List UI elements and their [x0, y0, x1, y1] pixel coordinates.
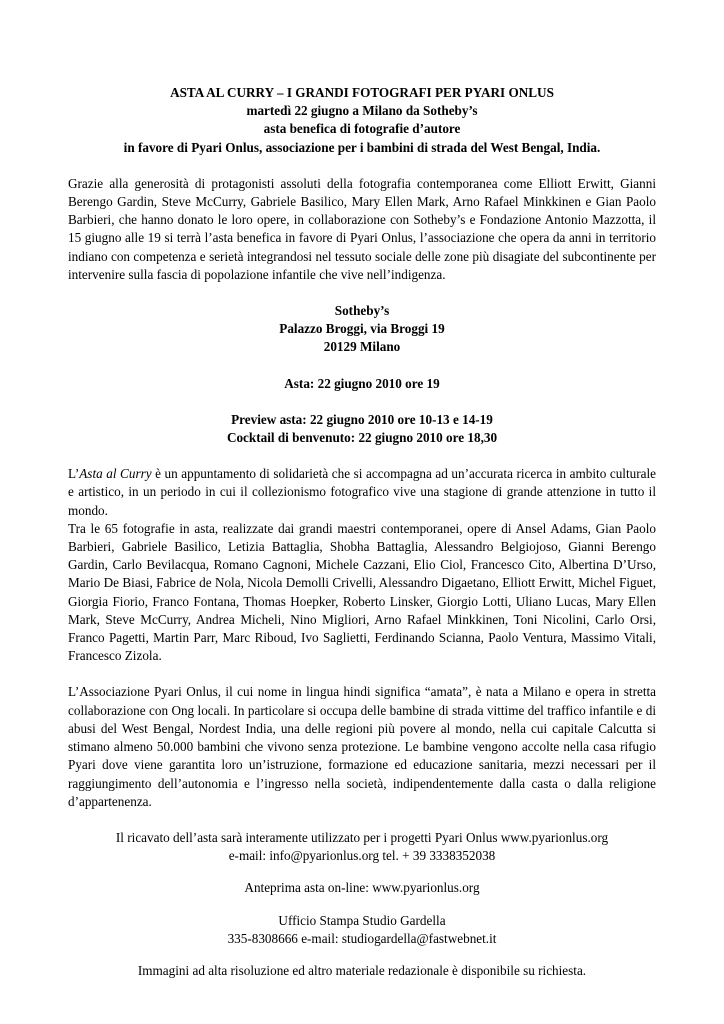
intro-paragraph: Grazie alla generosità di protagonisti assoluti della fotografia contemporanea come Elliott Erwitt, Gianni Berengo Gardin, Steve McCurry, Gabriele Basilico, Mary Ellen Mark, Arno Rafael Minkkinen e Gian Paolo Barbieri, che hanno donato le loro opere, in collaborazione con Sotheby’s e Fondazione Antonio Mazzotta, il 15 giugno alle 19 si terrà l’asta benefica in favore di Pyari Onlus, l’associazione che opera da anni in territorio indiano con competenza e serietà integrandosi nel tessuto sociale delle zone più disagiate del subcontinente per intervenire sulla fascia di popolazione infantile che vive nell’indigenza.	[68, 175, 656, 282]
preview-date: Preview asta: 22 giugno 2010 ore 10-13 e 14-19	[231, 411, 493, 427]
footer-press-office: Ufficio Stampa Studio Gardella	[278, 912, 446, 928]
body-paragraph-photographers: Tra le 65 fotografie in asta, realizzate dai grandi maestri contemporanei, opere di Ansel Adams, Gian Paolo Barbieri, Gabriele Basilico, Letizia Battaglia, Shobha Battaglia, Alessandro Belgiojoso, Gianni Berengo Gardin, Carlo Bevilacqua, Romano Cagnoni, Michele Cazzani, Elio Ciol, Francesco Cito, Albertina D’Urso, Mario De Biasi, Fabrice de Nola, Nicola Demolli Crivelli, Alessandro Digaetano, Elliott Erwitt, Michel Figuet, Giorgia Fiorio, Franco Fontana, Thomas Hoepker, Roberto Linsker, Giorgio Lotti, Uliano Lucas, Mary Ellen Mark, Steve McCurry, Andrea Micheli, Nino Migliori, Arno Rafael Minkkinen, Toni Nicolini, Carlo Orsi, Franco Pagetti, Martin Parr, Marc Riboud, Ivo Saglietti, Ferdinando Scianna, Paolo Ventura, Massimo Vitali, Francesco Zizola.	[68, 520, 656, 664]
body-lead: L’	[68, 466, 80, 482]
cocktail-date: Cocktail di benvenuto: 22 giugno 2010 ore 18,30	[226, 430, 498, 446]
venue-name: Sotheby’s	[334, 303, 390, 319]
body-rest: è un appuntamento di solidarietà che si accompagna ad un’accurata ricerca in ambito culturale e artistico, in un periodo in cui il collezionismo fotografico vive una stagione di grande attenzione in tutto il mondo.	[68, 466, 656, 518]
headline-subtitle: asta benefica di fotografie d’autore	[263, 121, 461, 137]
footer-block	[68, 829, 656, 980]
footer-online-preview: Anteprima asta on-line: www.pyarionlus.org	[244, 880, 480, 896]
venue-city: 20129 Milano	[323, 339, 401, 355]
footer-contact: e-mail: info@pyarionlus.org tel. + 39 3338352038	[228, 848, 496, 864]
footer-press-contact: 335-8308666 e-mail: studiogardella@fastwebnet.it	[227, 930, 497, 946]
body-italic-title: Asta al Curry	[79, 466, 152, 482]
footer-proceeds: Il ricavato dell’asta sarà interamente utilizzato per i progetti Pyari Onlus www.pyarionlus.org	[115, 829, 609, 845]
body-paragraph-association: L’Associazione Pyari Onlus, il cui nome in lingua hindi significa “amata”, è nata a Milano e opera in stretta collaborazione con Ong locali. In particolare si occupa delle bambine di strada vittime del traffico infantile e di abusi del West Bengal, Nordest India, una delle regioni più povere al mondo, nella cui capitale Calcutta si stimano almeno 50.000 bambini che vivono senza protezione. Le bambine vengono accolte nella casa rifugio Pyari dove viene garantita loro un’istruzione, formazione ed educazione sanitaria, mezzi necessari per il raggiungimento dell’autonomia e l’ingresso nella società, indipendentemente dalla casta o dalla religione d’appartenenza.	[68, 684, 656, 809]
header-block	[68, 84, 656, 157]
headline-title: ASTA AL CURRY – I GRANDI FOTOGRAFI PER PYARI ONLUS	[170, 85, 554, 100]
venue-block	[68, 302, 656, 357]
auction-date: Asta: 22 giugno 2010 ore 19	[284, 375, 440, 391]
headline-beneficiary: in favore di Pyari Onlus, associazione per i bambini di strada del West Bengal, India.	[123, 139, 601, 155]
footer-images-note: Immagini ad alta risoluzione ed altro materiale redazionale è disponibile su richiesta.	[137, 962, 587, 978]
body-paragraph-asta	[68, 465, 656, 520]
headline-date: martedì 22 giugno a Milano da Sotheby’s	[246, 103, 478, 119]
venue-address: Palazzo Broggi, via Broggi 19	[279, 321, 445, 337]
